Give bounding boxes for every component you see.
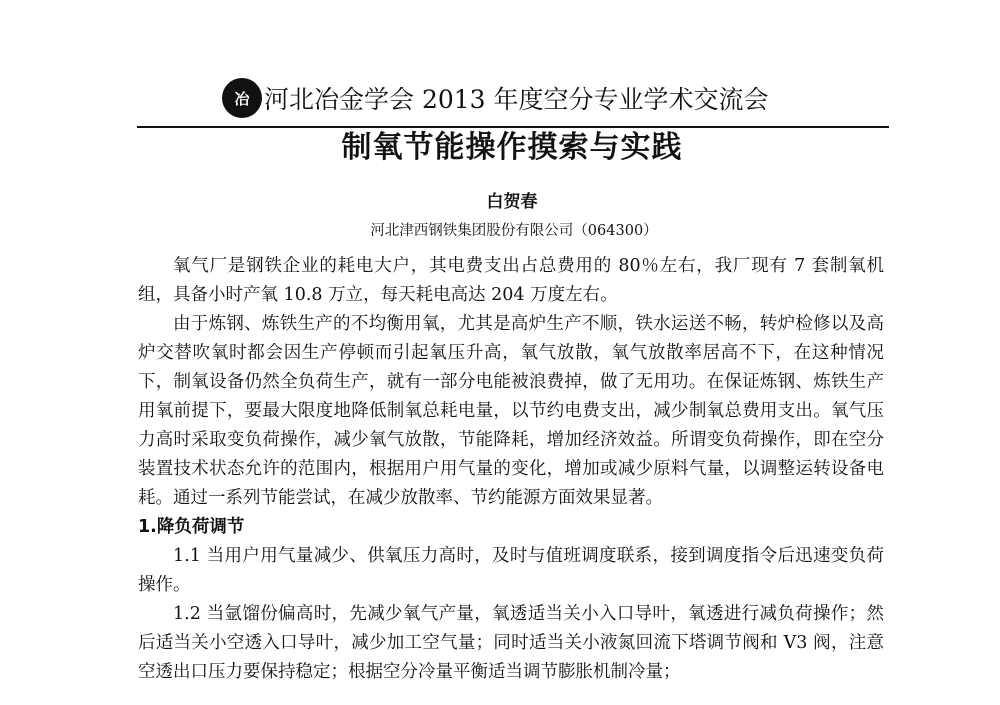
conference-title: 河北冶金学会 2013 年度空分专业学术交流会 [264,85,769,114]
list-item-1-1: 1.1 当用户用气量减少、供氧压力高时，及时与值班调度联系，接到调度指令后迅速变负荷操作。 [138,546,884,595]
list-item-1-2: 1.2 当氩馏份偏高时，先减少氧气产量，氧透适当关小入口导叶，氧透进行减负荷操作；然后适当关小空透入口导叶，减少加工空气量；同时适当关小液氮回流下塔调节阀和 V3 阀，注意空透出口压力要保持稳定；根据空分冷量平衡适当调节膨胀机制冷量； [138,604,884,682]
author-affiliation: 河北津西钢铁集团股份有限公司（064300） [370,223,658,239]
paragraph-intro: 氧气厂是钢铁企业的耗电大户，其电费支出占总费用的 80％左右，我厂现有 7 套制氧机组，具备小时产氧 10.8 万立，每天耗电高达 204 万度左右。 [138,256,884,305]
paper-title: 制氧节能操作摸索与实践 [341,130,683,165]
society-logo-icon: 冶 [222,78,262,118]
paper-body [138,252,884,687]
paragraph-background: 由于炼钢、炼铁生产的不均衡用氧，尤其是高炉生产不顺，铁水运送不畅，转炉检修以及高炉交替吹氧时都会因生产停顿而引起氧压升高，氧气放散，氧气放散率居高不下，在这种情况下，制氧设备仍然全负荷生产，就有一部分电能被浪费掉，做了无用功。在保证炼钢、炼铁生产用氧前提下，要最大限度地降低制氧总耗电量，以节约电费支出，减少制氧总费用支出。氧气压力高时采取变负荷操作，减少氧气放散，节能降耗，增加经济效益。所谓变负荷操作，即在空分装置技术状态允许的范围内，根据用户用气量的变化，增加或减少原料气量，以调整运转设备电耗。通过一系列节能尝试，在减少放散率、节约能源方面效果显著。 [138,314,884,508]
section-heading: 1.降负荷调节 [138,517,245,537]
conference-header [222,78,782,124]
author-name: 白贺春 [486,192,538,212]
